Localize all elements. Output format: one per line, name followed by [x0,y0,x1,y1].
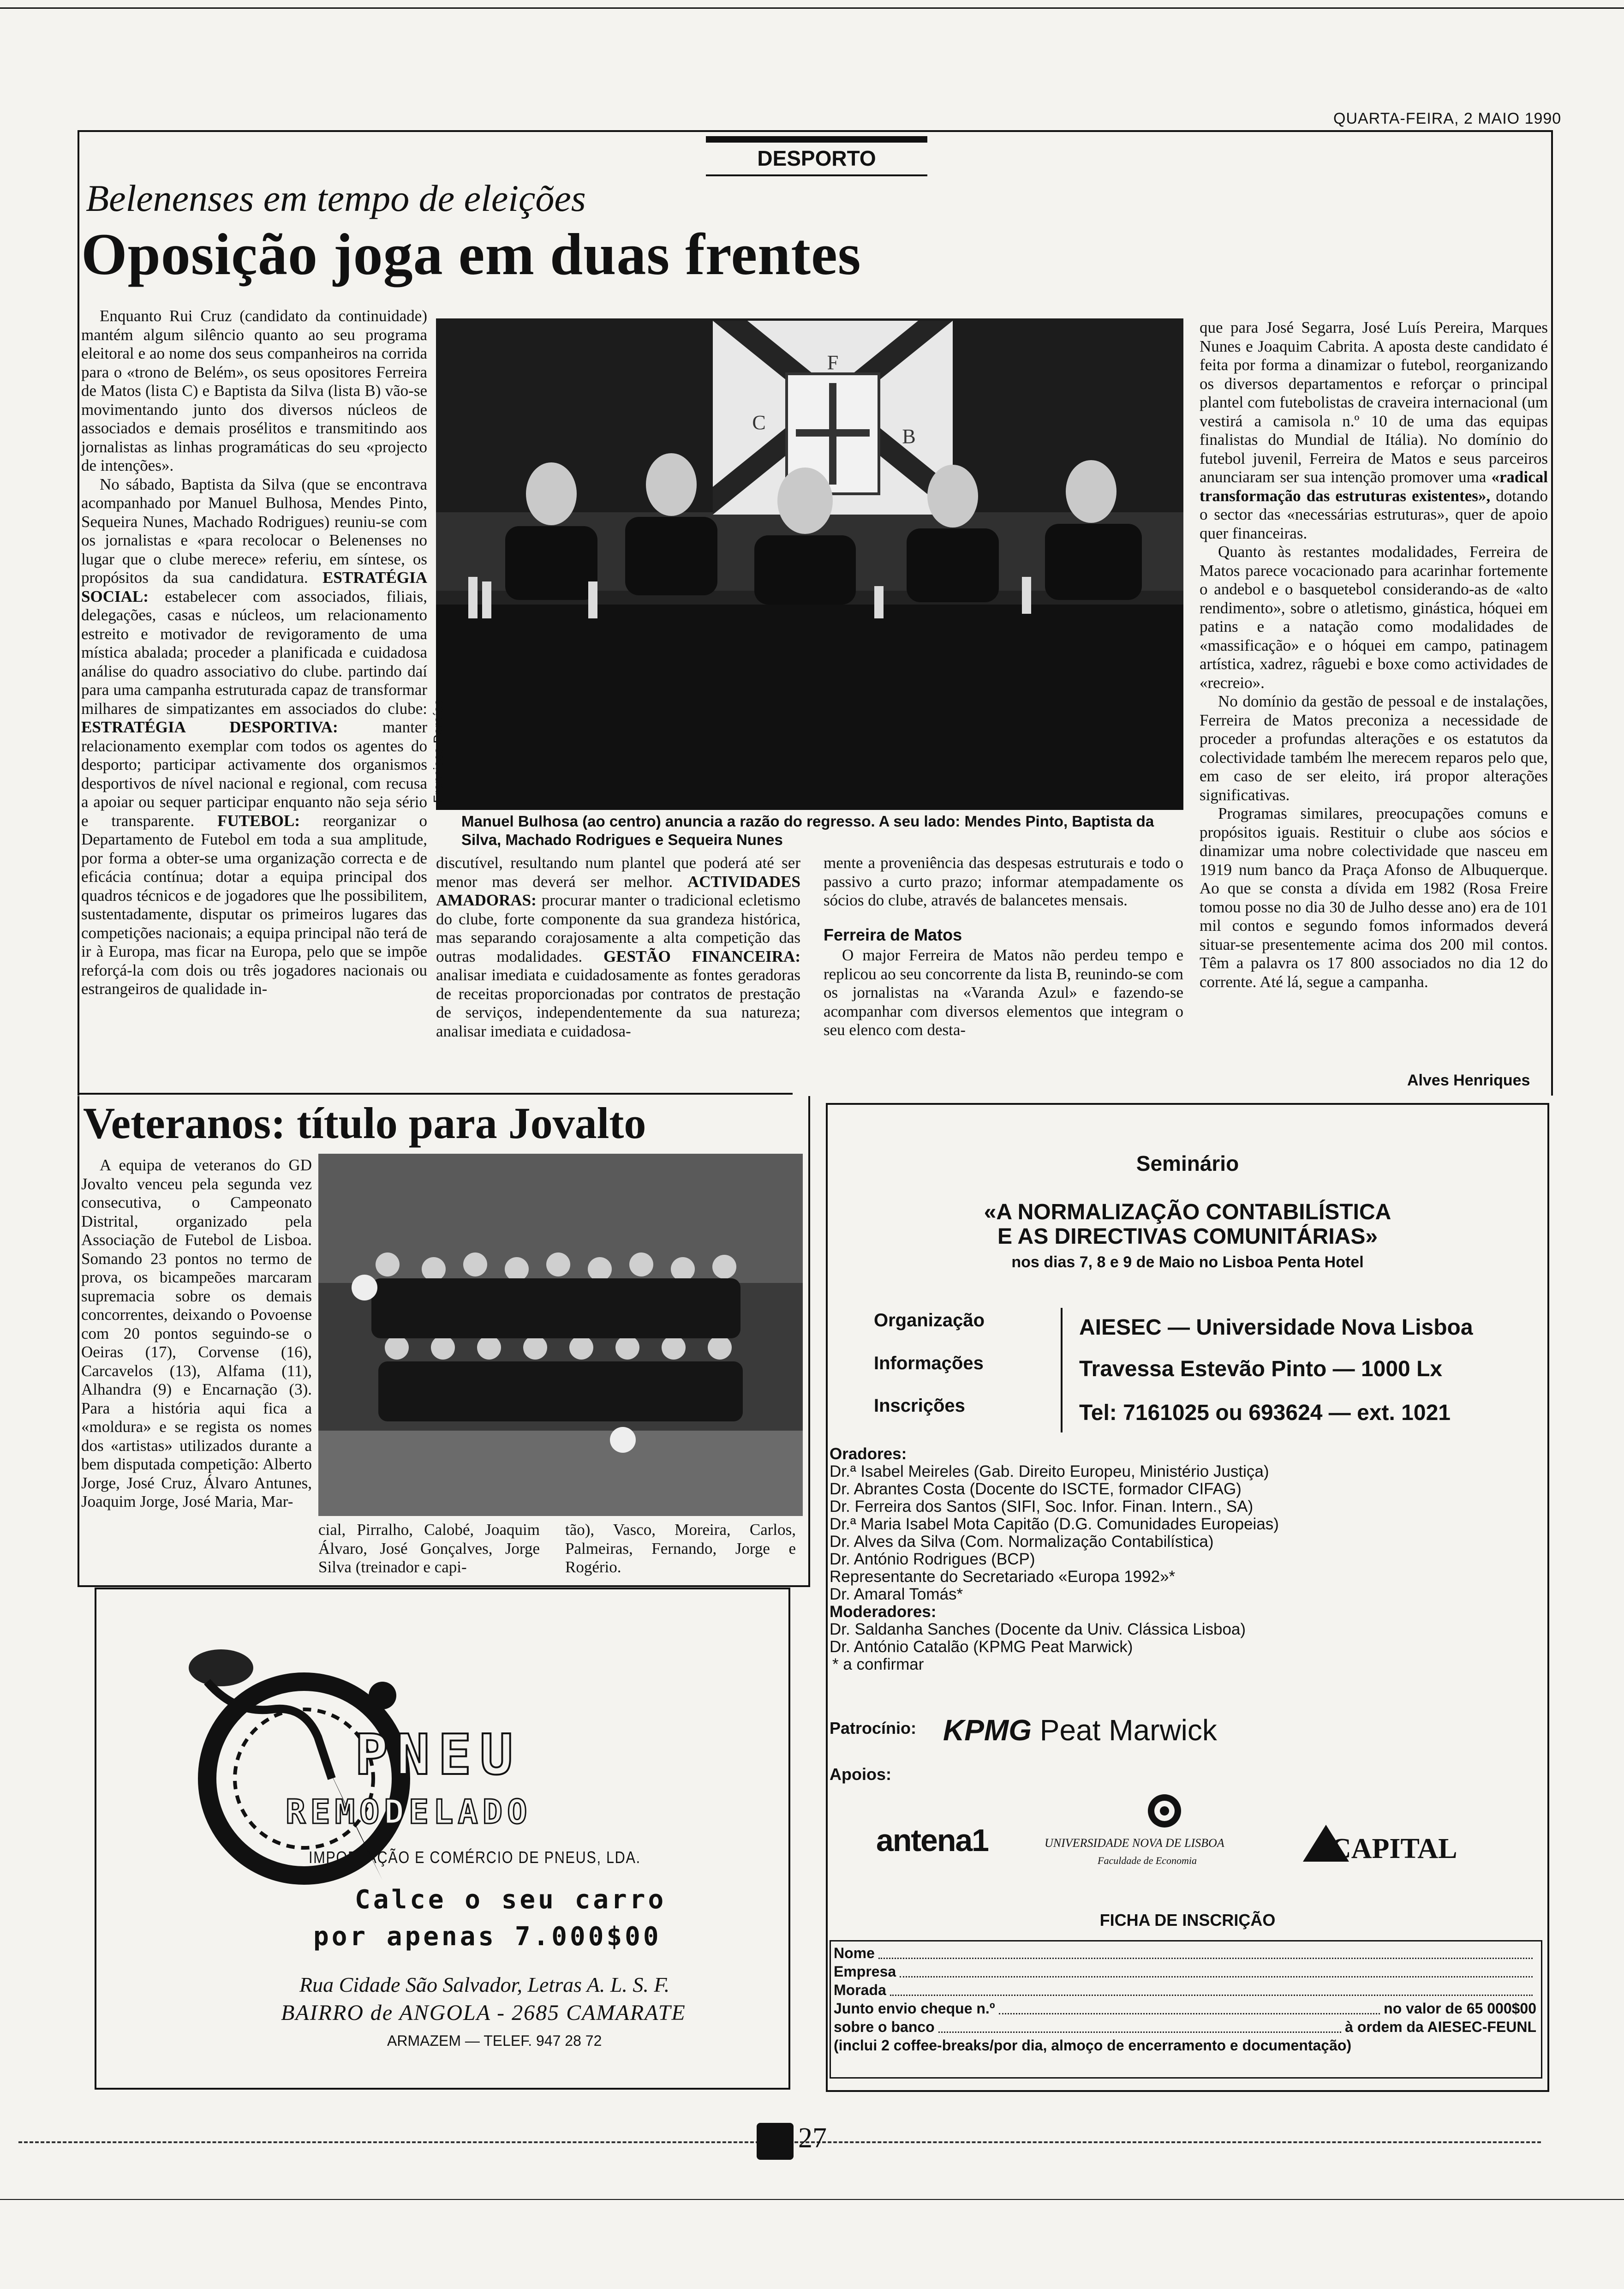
keyword: ESTRATÉGIA DESPORTIVA: [81,718,338,736]
unl-logo-sub: Faculdade de Economia [1098,1855,1197,1866]
patrocinio-label: Patrocínio: [830,1719,917,1738]
apoios-label: Apoios: [830,1765,891,1784]
page-number: 27 [798,2122,827,2154]
article2-photo [318,1154,803,1516]
paragraph: discutível, resultando num plantel que poderá até ser menor mas deverá ser melhor. ACTIVIDADES AMADORAS: procurar manter o tradicional ecletismo do clube, forte componente da sua grandeza histórica, mas separando corajosamente a alta competição das outras modalidades. GESTÃO FINANCEIRA: analisar imediata e cuidadosamente as fontes geradoras de receitas proporcionadas por contratos de prestação de serviços, independentemente da sua natureza; analisar imediata e cuidadosa- [436,854,801,1040]
paragraph: Enquanto Rui Cruz (candidato da continuidade) mantém algum silêncio quanto ao seu programa eleitoral e ao nome dos seus companheiros na corrida para o «trono de Belém», os seus opositores Ferreira de Matos (lista C) e Baptista da Silva (lista B) vão-se movimentando junto dos diversos núcleos de associados e demais prosélitos e transmitindo aos jornalistas as linhas programáticas do seu «projecto de intenções». [81,307,427,474]
empresa-field[interactable] [900,1976,1533,1977]
keyword: ESTRATÉGIA SOCIAL: [81,569,427,605]
article1-bottom-rule [78,1093,793,1095]
ficha-title: FICHA DE INSCRIÇÃO [1099,1911,1276,1929]
capital-logo: CAPITAL [1331,1833,1457,1864]
value-inscricoes: Tel: 7161025 ou 693624 — ext. 1021 [1079,1401,1451,1425]
value-informacoes: Travessa Estevão Pinto — 1000 Lx [1079,1357,1443,1381]
nome-field[interactable] [878,1958,1533,1959]
ad-subtitle: IMPORTAÇÃO E COMÉRCIO DE PNEUS, LDA. [309,1848,641,1867]
paragraph: O major Ferreira de Matos não perdeu tempo e replicou ao seu concorrente da lista B, reunindo-se com os jornalistas na «Varanda Azul» e fazendo-se acompanhar com diversos elementos que integram o seu elenco com desta- [824,946,1183,1039]
photo-press-conference [436,318,1183,810]
orador: Dr. António Rodrigues (BCP) [830,1550,1035,1568]
label-inscricoes: Inscrições [874,1396,965,1416]
article2-col2 [318,1521,540,1577]
orador: Dr. Abrantes Costa (Docente do ISCTE, formador CIFAG) [830,1480,1242,1498]
paragraph: cial, Pirralho, Calobé, Joaquim Álvaro, José Gonçalves, Jorge Silva (treinador e capi- [318,1521,540,1576]
footnote: * a confirmar [832,1655,924,1673]
seminar-dates: nos dias 7, 8 e 9 de Maio no Lisboa Penta Hotel [1011,1253,1364,1271]
form-row-morada: Morada [834,1980,1536,1999]
svg-text:C: C [752,411,766,434]
info-divider [1061,1308,1063,1432]
form-row-nota: (inclui 2 coffee-breaks/por dia, almoço de encerramento e documentação) [834,2037,1352,2054]
paragraph: A equipa de veteranos do GD Jovalto venceu pela segunda vez consecutiva, o Campeonato Distrital, organizado pela Associação de Futebol de Lisboa. Somando 23 pontos no termo de prova, os bicampeões marcaram supremacia sobre os demais concorrentes, deixando o Povoense com 20 pontos seguindo-se o Oeiras (17), Corvense (16), Carcavelos (13), Alfama (11), Alhandra (9) e Encarnação (3). Para a história aqui fica a «moldura» e se regista os nomes dos «artistas» utilizados durante a bem disputada competição: Alberto Jorge, José Cruz, Álvaro Antunes, Joaquim Jorge, José Maria, Mar- [81,1156,312,1510]
photo-credit: Francisco Paraíso [431,699,445,803]
form-row-empresa: Empresa [834,1962,1536,1980]
banco-field[interactable] [938,2031,1341,2033]
label-organizacao: Organização [874,1310,985,1330]
ad-address2: BAIRRO de ANGOLA - 2685 CAMARATE [281,2001,686,2025]
article2-headline: Veteranos: título para Jovalto [83,1098,646,1148]
footer-rule [0,2199,1624,2200]
article1-photo [436,318,1183,810]
ad-pneu [95,1588,790,2090]
seminar-title: Seminário [1136,1151,1239,1175]
orador: Dr. Amaral Tomás* [830,1585,963,1603]
paragraph: No domínio da gestão de pessoal e de instalações, Ferreira de Matos preconiza a necessidade de proceder a profundas alterações e os estatutos da colectividade também lhe merecem reparos pelo que, em caso de ser eleito, irá propor alterações significativas. [1200,692,1548,804]
article1-col1 [81,307,427,999]
form-row-nome: Nome [834,1943,1536,1962]
article1-headline: Oposição joga em duas frentes [81,222,861,287]
ficha-form [830,1940,1542,2079]
publication-logo [757,2123,794,2160]
paragraph: mente a proveniência das despesas estruturais e todo o passivo a curto prazo; informar atempadamente os sócios do clube, através de balancetes mensais. [824,854,1183,909]
paragraph: tão), Vasco, Moreira, Carlos, Palmeiras, Fernando, Jorge e Rogério. [565,1521,796,1576]
article1-col3 [824,854,1183,1040]
cheque-field[interactable] [999,2013,1380,2014]
morada-field[interactable] [890,1995,1533,1996]
keyword: ACTIVIDADES AMADORAS: [436,872,800,909]
brand-line2: REMODELADO [286,1792,532,1831]
article1-col2 [436,854,800,1041]
byline: Alves Henriques [1407,1072,1530,1089]
top-rule [0,7,1624,9]
paragraph: Quanto às restantes modalidades, Ferreira de Matos parece vocacionado para acarinhar fortemente o andebol e o basquetebol considerando-as de «alto rendimento», sobre o atletismo, ginástica, hóquei em patins e a natação como modalidades de «massificação» e o hóquei em campo, patinagem artística, xadrez, râguebi e boxe como actividades de «recreio». [1200,543,1548,692]
section-underline [706,174,927,176]
keyword: «radical transformação das estruturas existentes», [1200,468,1548,505]
subhead: Ferreira de Matos [824,925,962,944]
orador: Dr.ª Maria Isabel Mota Capitão (D.G. Comunidades Europeias) [830,1515,1279,1533]
moderadores-title: Moderadores: [830,1603,937,1621]
unl-logo: UNIVERSIDADE NOVA DE LISBOA [1045,1836,1224,1850]
orador: Dr. Alves da Silva (Com. Normalização Contabilística) [830,1533,1214,1551]
oradores-list [830,1445,1279,1673]
label-informacoes: Informações [874,1353,984,1373]
moderador: Dr. António Catalão (KPMG Peat Marwick) [830,1638,1133,1656]
page-date: QUARTA-FEIRA, 2 MAIO 1990 [1333,110,1562,127]
seminar-subtitle1: «A NORMALIZAÇÃO CONTABILÍSTICA [984,1200,1391,1224]
svg-text:F: F [827,351,839,374]
oradores-title: Oradores: [830,1445,907,1463]
ad-address1: Rua Cidade São Salvador, Letras A. L. S. F. [299,1973,670,1996]
ad-slogan2: por apenas 7.000$00 [313,1922,662,1952]
value-organizacao: AIESEC — Universidade Nova Lisboa [1079,1315,1473,1340]
keyword: GESTÃO FINANCEIRA: [603,947,801,965]
moderador: Dr. Saldanha Sanches (Docente da Univ. Clássica Lisboa) [830,1620,1246,1638]
article1-kicker: Belenenses em tempo de eleições [86,177,586,219]
article2-col3 [565,1521,796,1577]
photo-caption: Manuel Bulhosa (ao centro) anuncia a razão do regresso. A seu lado: Mendes Pinto, Baptista da Silva, Machado Rodrigues e Sequeira Nunes [461,813,1154,848]
seminar-subtitle2: E AS DIRECTIVAS COMUNITÁRIAS» [997,1224,1378,1249]
unl-emblem-icon [1146,1792,1183,1829]
article2-col1 [81,1156,312,1511]
ad-phone: ARMAZEM — TELEF. 947 28 72 [387,2032,602,2049]
svg-text:B: B [902,425,916,448]
orador: Dr. Ferreira dos Santos (SIFI, Soc. Infor. Finan. Intern., SA) [830,1498,1254,1516]
ad-seminario [826,1103,1549,2092]
section-bar [706,136,927,143]
paragraph: No sábado, Baptista da Silva (que se encontrava acompanhado por Manuel Bulhosa, Mendes Pinto, Sequeira Nunes, Machado Rodrigues) reuniu-se com os jornalistas e «para recolocar o Belenenses no lugar que o clube merece» referiu, em síntese, os propósitos da sua candidatura. ESTRATÉGIA SOCIAL: estabelecer com associados, filiais, delegações, casas e núcleos, um relacionamento estreito e motivador de revigoramento de uma mística abalada; proceder a planificada e cuidadosa análise do quadro associativo do clube. partindo daí para uma campanha estruturada capaz de transformar milhares de simpatizantes em associados do clube: ESTRATÉGIA DESPORTIVA: manter relacionamento exemplar com todos os agentes do desporto; participar activamente dos organismos desportivos de nível nacional e regional, com recusa a apoiar ou sequer participar enquanto não seja sério e transparente. FUTEBOL: reorganizar o Departamento de Futebol em toda a sua amplitude, por forma a obter-se uma organização correcta e de eficácia contínua; dotar a equipa principal dos quadros técnicos e de jogadores que lhe possibilitem, sustentadamente, disputar os primeiros lugares das competições nacionais; a equipa principal não terá de ir à Europa, mas ficar na Europa, pelo que se impõe reforçá-la com dois ou três jogadores nacionais ou estrangeiros de qualidade in- [81,475,428,998]
paragraph: que para José Segarra, José Luís Pereira, Marques Nunes e Joaquim Cabrita. A aposta deste candidato é feita por forma a dinamizar o futebol, reorganizando os diversos departamentos e reforçar o principal plantel com futebolistas de craveira internacional (um vestirá a camisola n.º 10 de uma das equipas finalistas do Mundial de Itália). No domínio do futebol juvenil, Ferreira de Matos e seus parceiros anunciaram ser sua intenção promover uma «radical transformação das estruturas existentes», dotando o sector das «necessárias estruturas», quer de apoio quer financeiras. [1200,318,1548,542]
article1-col4 [1200,318,1548,991]
ad-slogan1: Calce o seu carro [355,1885,667,1915]
photo-team [318,1154,803,1516]
form-row-banco: sobre o banco à ordem da AIESEC-FEUNL [834,2019,1536,2035]
orador: Representante do Secretariado «Europa 1992»* [830,1568,1176,1586]
orador: Dr.ª Isabel Meireles (Gab. Direito Europeu, Ministério Justiça) [830,1462,1269,1480]
kpmg-logo: KPMG Peat Marwick [943,1714,1217,1747]
antena1-logo: antena1 [876,1823,988,1858]
section-label: DESPORTO [757,146,876,170]
form-row-cheque: Junto envio cheque n.º no valor de 65 000$00 [834,2000,1536,2017]
keyword: FUTEBOL: [217,811,300,830]
brand-line1: PNEU [355,1723,521,1787]
paragraph: Programas similares, preocupações comuns e propósitos iguais. Restituir o clube aos sócios e dinamizar uma nobre colectividade que nasceu em 1919 num banco da Praça Afonso de Albuquerque. Ao que se consta a dívida em 1982 (Rosa Freire tomou posse no dia 30 de Julho desse ano) era de 101 mil contos e segundo fomos informados deverá situar-se presentemente acima dos 200 mil contos. Têm a palavra os 17 800 associados no dia 12 do corrente. Até lá, segue a campanha. [1200,804,1548,991]
